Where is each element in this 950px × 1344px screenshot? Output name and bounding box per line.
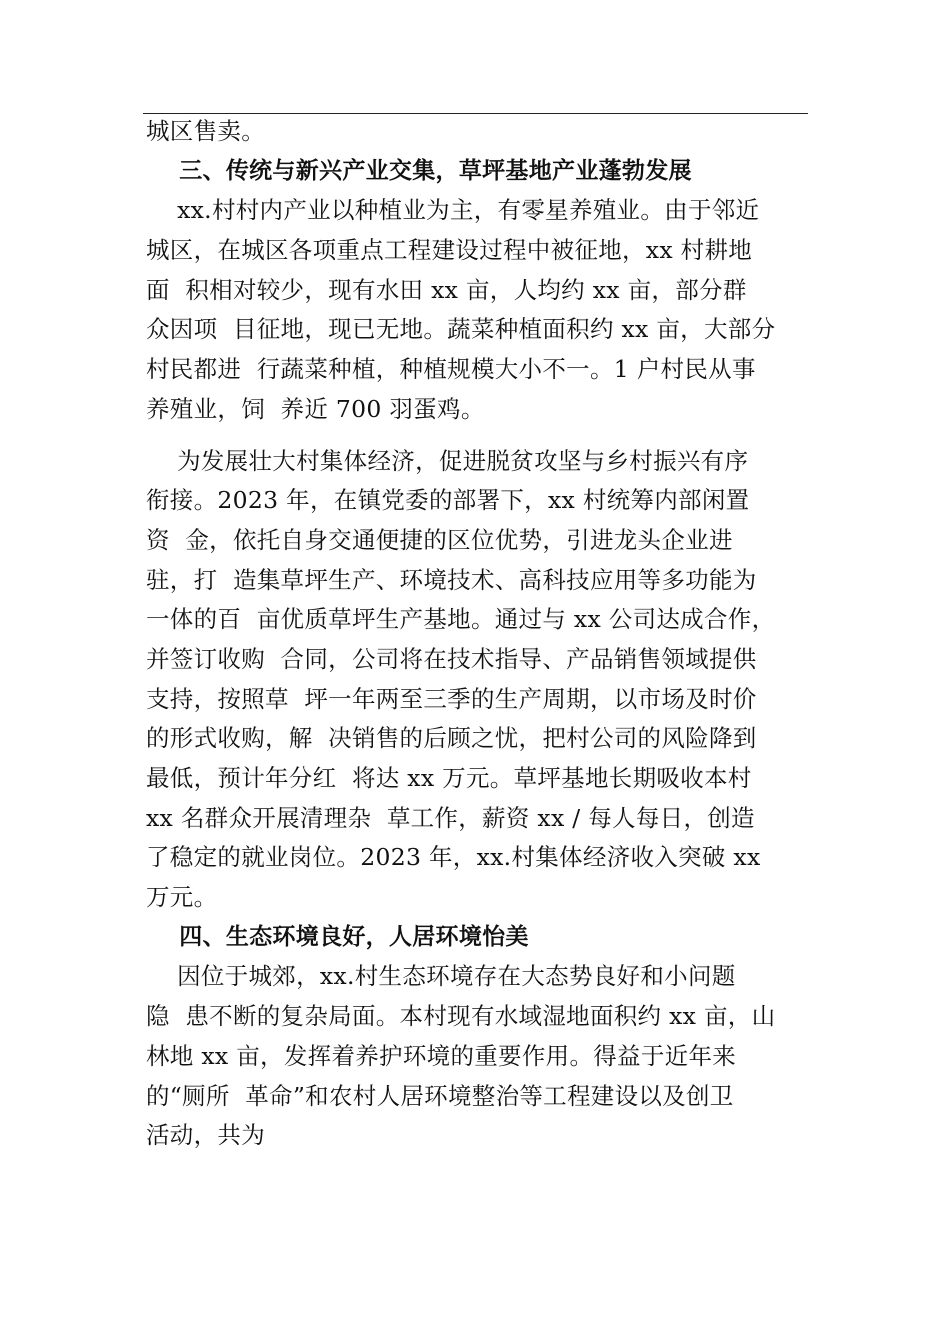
section-heading-4: 四、生态环境良好，人居环境怡美 [146,923,529,950]
text-line: 为发展壮大村集体经济，促进脱贫攻坚与乡村振兴有序 [146,446,749,475]
text-line: 活动，共为 [146,1121,265,1150]
text-line: 了稳定的就业岗位。2023 年，xx.村集体经济收入突破 xx [146,843,761,872]
text-line: 面 积相对较少，现有水田 xx 亩，人均约 xx 亩，部分群 [146,275,747,304]
text-line: 的“厕所 革命”和农村人居环境整治等工程建设以及创卫 [146,1081,734,1110]
text-line: 因位于城郊，xx.村生态环境存在大态势良好和小问题 [146,962,736,991]
text-line: 的形式收购，解 决销售的后顾之忧，把村公司的风险降到 [146,724,757,753]
text-line: 驻，打 造集草坪生产、环境技术、高科技应用等多功能为 [146,565,757,594]
section-heading-3: 三、传统与新兴产业交集，草坪基地产业蓬勃发展 [146,157,692,184]
text-line: 隐 患不断的复杂局面。本村现有水域湿地面积约 xx 亩，山 [146,1002,776,1031]
text-line: 衔接。2023 年，在镇党委的部署下，xx 村统筹内部闲置 [146,486,750,515]
text-line: xx.村村内产业以种植业为主，有零星养殖业。由于邻近 [146,196,760,225]
text-line: xx 名群众开展清理杂 草工作，薪资 xx / 每人每日，创造 [146,803,755,832]
text-line: 众因项 目征地，现已无地。蔬菜种植面积约 xx 亩，大部分 [146,315,776,344]
text-line: 最低，预计年分红 将达 xx 万元。草坪基地长期吸收本村 [146,764,752,792]
text-line: 城区，在城区各项重点工程建设过程中被征地，xx 村耕地 [146,236,753,265]
text-line: 村民都进 行蔬菜种植，种植规模大小不一。1 户村民从事 [146,355,756,384]
text-line: 支持，按照草 坪一年两至三季的生产周期，以市场及时价 [146,684,757,713]
document-body [146,112,806,1156]
text-line: 城区售卖。 [146,117,265,145]
text-line: 资 金，依托自身交通便捷的区位优势，引进龙头企业进 [146,525,733,554]
text-line: 万元。 [146,883,218,912]
paragraph-gap [146,430,806,442]
text-line: 林地 xx 亩，发挥着养护环境的重要作用。得益于近年来 [146,1041,737,1070]
text-line: 并签订收购 合同，公司将在技术指导、产品销售领域提供 [146,644,757,673]
text-line: 养殖业，饲 养近 700 羽蛋鸡。 [146,394,485,423]
text-line: 一体的百 亩优质草坪生产基地。通过与 xx 公司达成合作， [146,605,776,634]
